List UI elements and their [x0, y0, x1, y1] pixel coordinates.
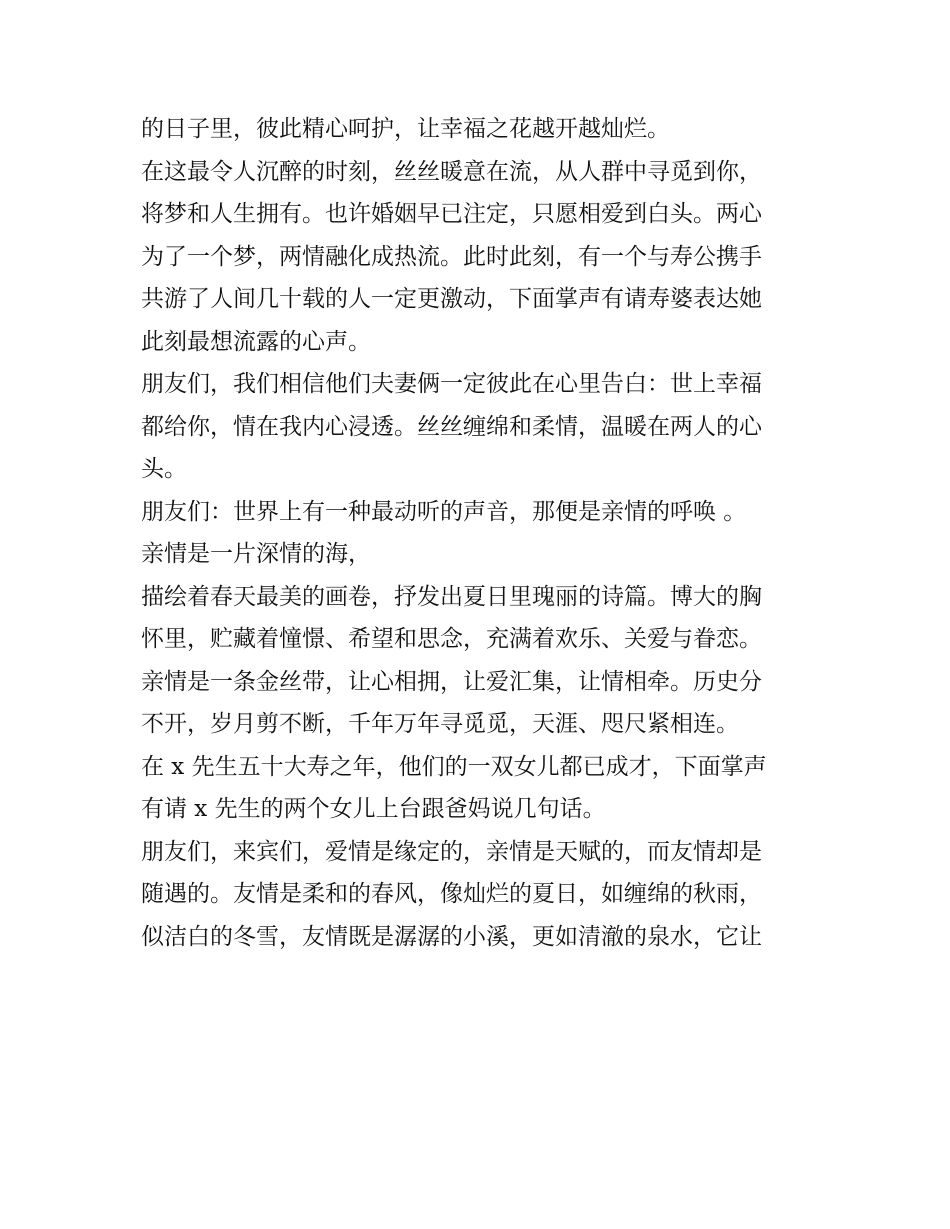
text-line: 不开，岁月剪不断，千年万年寻觅觅，天涯、咫尺紧相连。: [141, 711, 739, 737]
text-line: 为了一个梦，两情融化成热流。此时此刻，有一个与寿公携手: [141, 243, 762, 270]
text-line: 朋友们：世界上有一种最动听的声音，那便是亲情的呼唤 。: [141, 498, 747, 525]
text-line: 似洁白的冬雪，友情既是潺潺的小溪，更如清澈的泉水，它让: [141, 923, 762, 950]
text-line: 朋友们，来宾们，爱情是缘定的，亲情是天赋的，而友情却是: [141, 838, 762, 865]
text-line: 共游了人间几十载的人一定更激动，下面掌声有请寿婆表达她: [141, 286, 762, 312]
text-line: 将梦和人生拥有。也许婚姻早已注定，只愿相爱到白头。两心: [141, 201, 762, 227]
text-line: 头。: [141, 456, 187, 482]
text-line: 朋友们，我们相信他们夫妻俩一定彼此在心里告白：世上幸福: [141, 371, 762, 397]
text-line: 随遇的。友情是柔和的春风，像灿烂的夏日，如缠绵的秋雨，: [141, 881, 762, 907]
text-line: 此刻最想流露的心声。: [141, 328, 371, 355]
text-line: 亲情是一条金丝带，让心相拥，让爱汇集，让情相牵。历史分: [141, 668, 762, 695]
text-line: 怀里，贮藏着憧憬、希望和思念，充满着欢乐、关爱与眷恋。: [141, 626, 762, 652]
text-line: 亲情是一片深情的海，: [141, 541, 371, 567]
text-line: 在这最令人沉醉的时刻，丝丝暖意在流，从人群中寻觅到你，: [141, 158, 762, 185]
text-line: 有请 x 先生的两个女儿上台跟爸妈说几句话。: [141, 796, 606, 822]
text-line: 的日子里，彼此精心呵护，让幸福之花越开越灿烂。: [141, 116, 670, 142]
text-line: 在 x 先生五十大寿之年，他们的一双女儿都已成才，下面掌声: [141, 753, 767, 780]
text-line: 描绘着春天最美的画卷，抒发出夏日里瑰丽的诗篇。博大的胸: [141, 583, 762, 610]
text-line: 都给你，情在我内心浸透。丝丝缠绵和柔情，温暖在两人的心: [141, 413, 762, 440]
document-text: [141, 108, 813, 958]
